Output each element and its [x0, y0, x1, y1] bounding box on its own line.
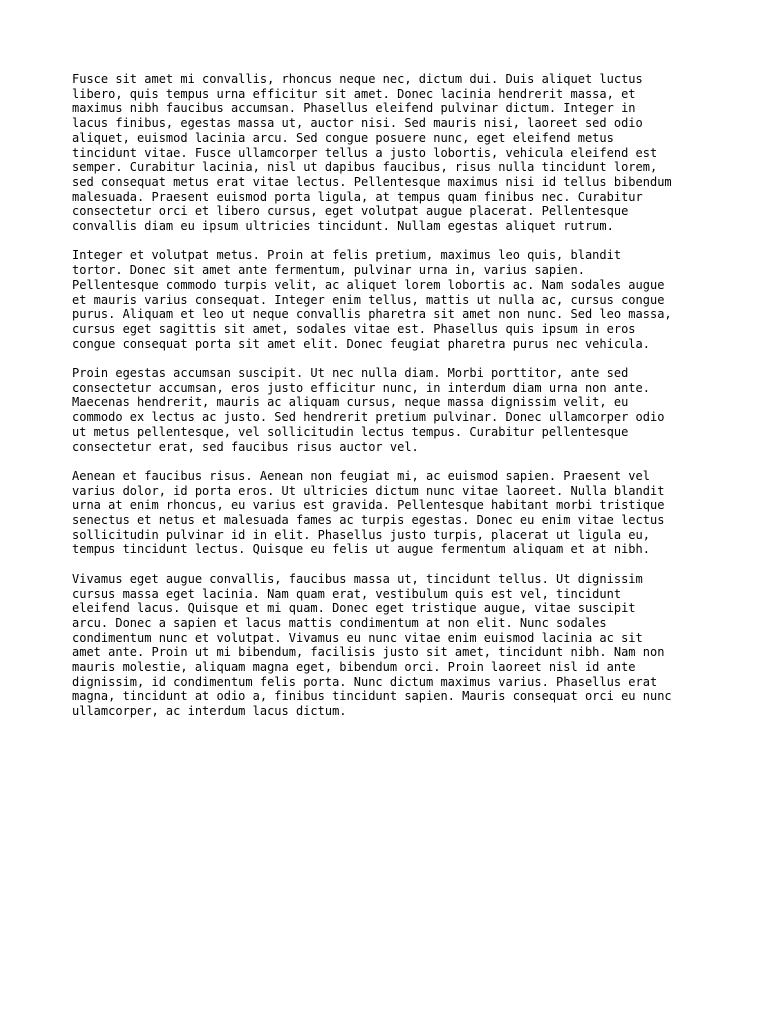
paragraph-3: Proin egestas accumsan suscipit. Ut nec nulla diam. Morbi porttitor, ante sed consectetur accumsan, eros justo efficitur nunc, in interdum diam urna non ante. Maecenas hendrerit, mauris ac aliquam cursus, neque massa dignissim velit, eu commodo ex lectus ac justo. Sed hendrerit pretium pulvinar. Donec ullamcorper odio ut metus pellentesque, vel sollicitudin lectus tempus. Curabitur pellentesque consectetur erat, sed faucibus risus auctor vel. — [72, 366, 665, 454]
document-page — [72, 72, 712, 734]
paragraph-1: Fusce sit amet mi convallis, rhoncus neque nec, dictum dui. Duis aliquet luctus libero, quis tempus urna efficitur sit amet. Donec lacinia hendrerit massa, et maximus nibh faucibus accumsan. Phasellus eleifend pulvinar dictum. Integer in lacus finibus, egestas massa ut, auctor nisi. Sed mauris nisi, laoreet sed odio aliquet, euismod lacinia arcu. Sed congue posuere nunc, eget eleifend metus tincidunt vitae. Fusce ullamcorper tellus a justo lobortis, vehicula eleifend est semper. Curabitur lacinia, nisl ut dapibus faucibus, risus nulla tincidunt lorem, sed consequat metus erat vitae lectus. Pellentesque maximus nisi id tellus bibendum malesuada. Praesent euismod porta ligula, at tempus quam finibus nec. Curabitur consectetur orci et libero cursus, eget volutpat augue placerat. Pellentesque convallis diam eu ipsum ultricies tincidunt. Nullam egestas aliquet rutrum. — [72, 72, 672, 234]
paragraph-5: Vivamus eget augue convallis, faucibus massa ut, tincidunt tellus. Ut dignissim cursus massa eget lacinia. Nam quam erat, vestibulum quis est vel, tincidunt eleifend lacus. Quisque et mi quam. Donec eget tristique augue, vitae suscipit arcu. Donec a sapien et lacus mattis condimentum at non elit. Nunc sodales condimentum nunc et volutpat. Vivamus eu nunc vitae enim euismod lacinia ac sit amet ante. Proin ut mi bibendum, facilisis justo sit amet, tincidunt nibh. Nam non mauris molestie, aliquam magna eget, bibendum orci. Proin laoreet nisl id ante dignissim, id condimentum felis porta. Nunc dictum maximus varius. Phasellus erat magna, tincidunt at odio a, finibus tincidunt sapien. Mauris consequat orci eu nunc ullamcorper, ac interdum lacus dictum. — [72, 571, 672, 719]
paragraph-2: Integer et volutpat metus. Proin at felis pretium, maximus leo quis, blandit tortor. Donec sit amet ante fermentum, pulvinar urna in, varius sapien. Pellentesque commodo turpis velit, ac aliquet lorem lobortis ac. Nam sodales augue et mauris varius consequat. Integer enim tellus, mattis ut nulla ac, cursus congue purus. Aliquam et leo ut neque convallis pharetra sit amet non nunc. Sed leo massa, cursus eget sagittis sit amet, sodales vitae est. Phasellus quis ipsum in eros congue consequat porta sit amet elit. Donec feugiat pharetra purus nec vehicula. — [72, 248, 672, 351]
paragraph-4: Aenean et faucibus risus. Aenean non feugiat mi, ac euismod sapien. Praesent vel varius dolor, id porta eros. Ut ultricies dictum nunc vitae laoreet. Nulla blandit urna at enim rhoncus, eu varius est gravida. Pellentesque habitant morbi tristique senectus et netus et malesuada fames ac turpis egestas. Donec eu enim vitae lectus sollicitudin pulvinar id in elit. Phasellus justo turpis, placerat ut ligula eu, tempus tincidunt lectus. Quisque eu felis ut augue fermentum aliquam et at nibh. — [72, 468, 665, 557]
